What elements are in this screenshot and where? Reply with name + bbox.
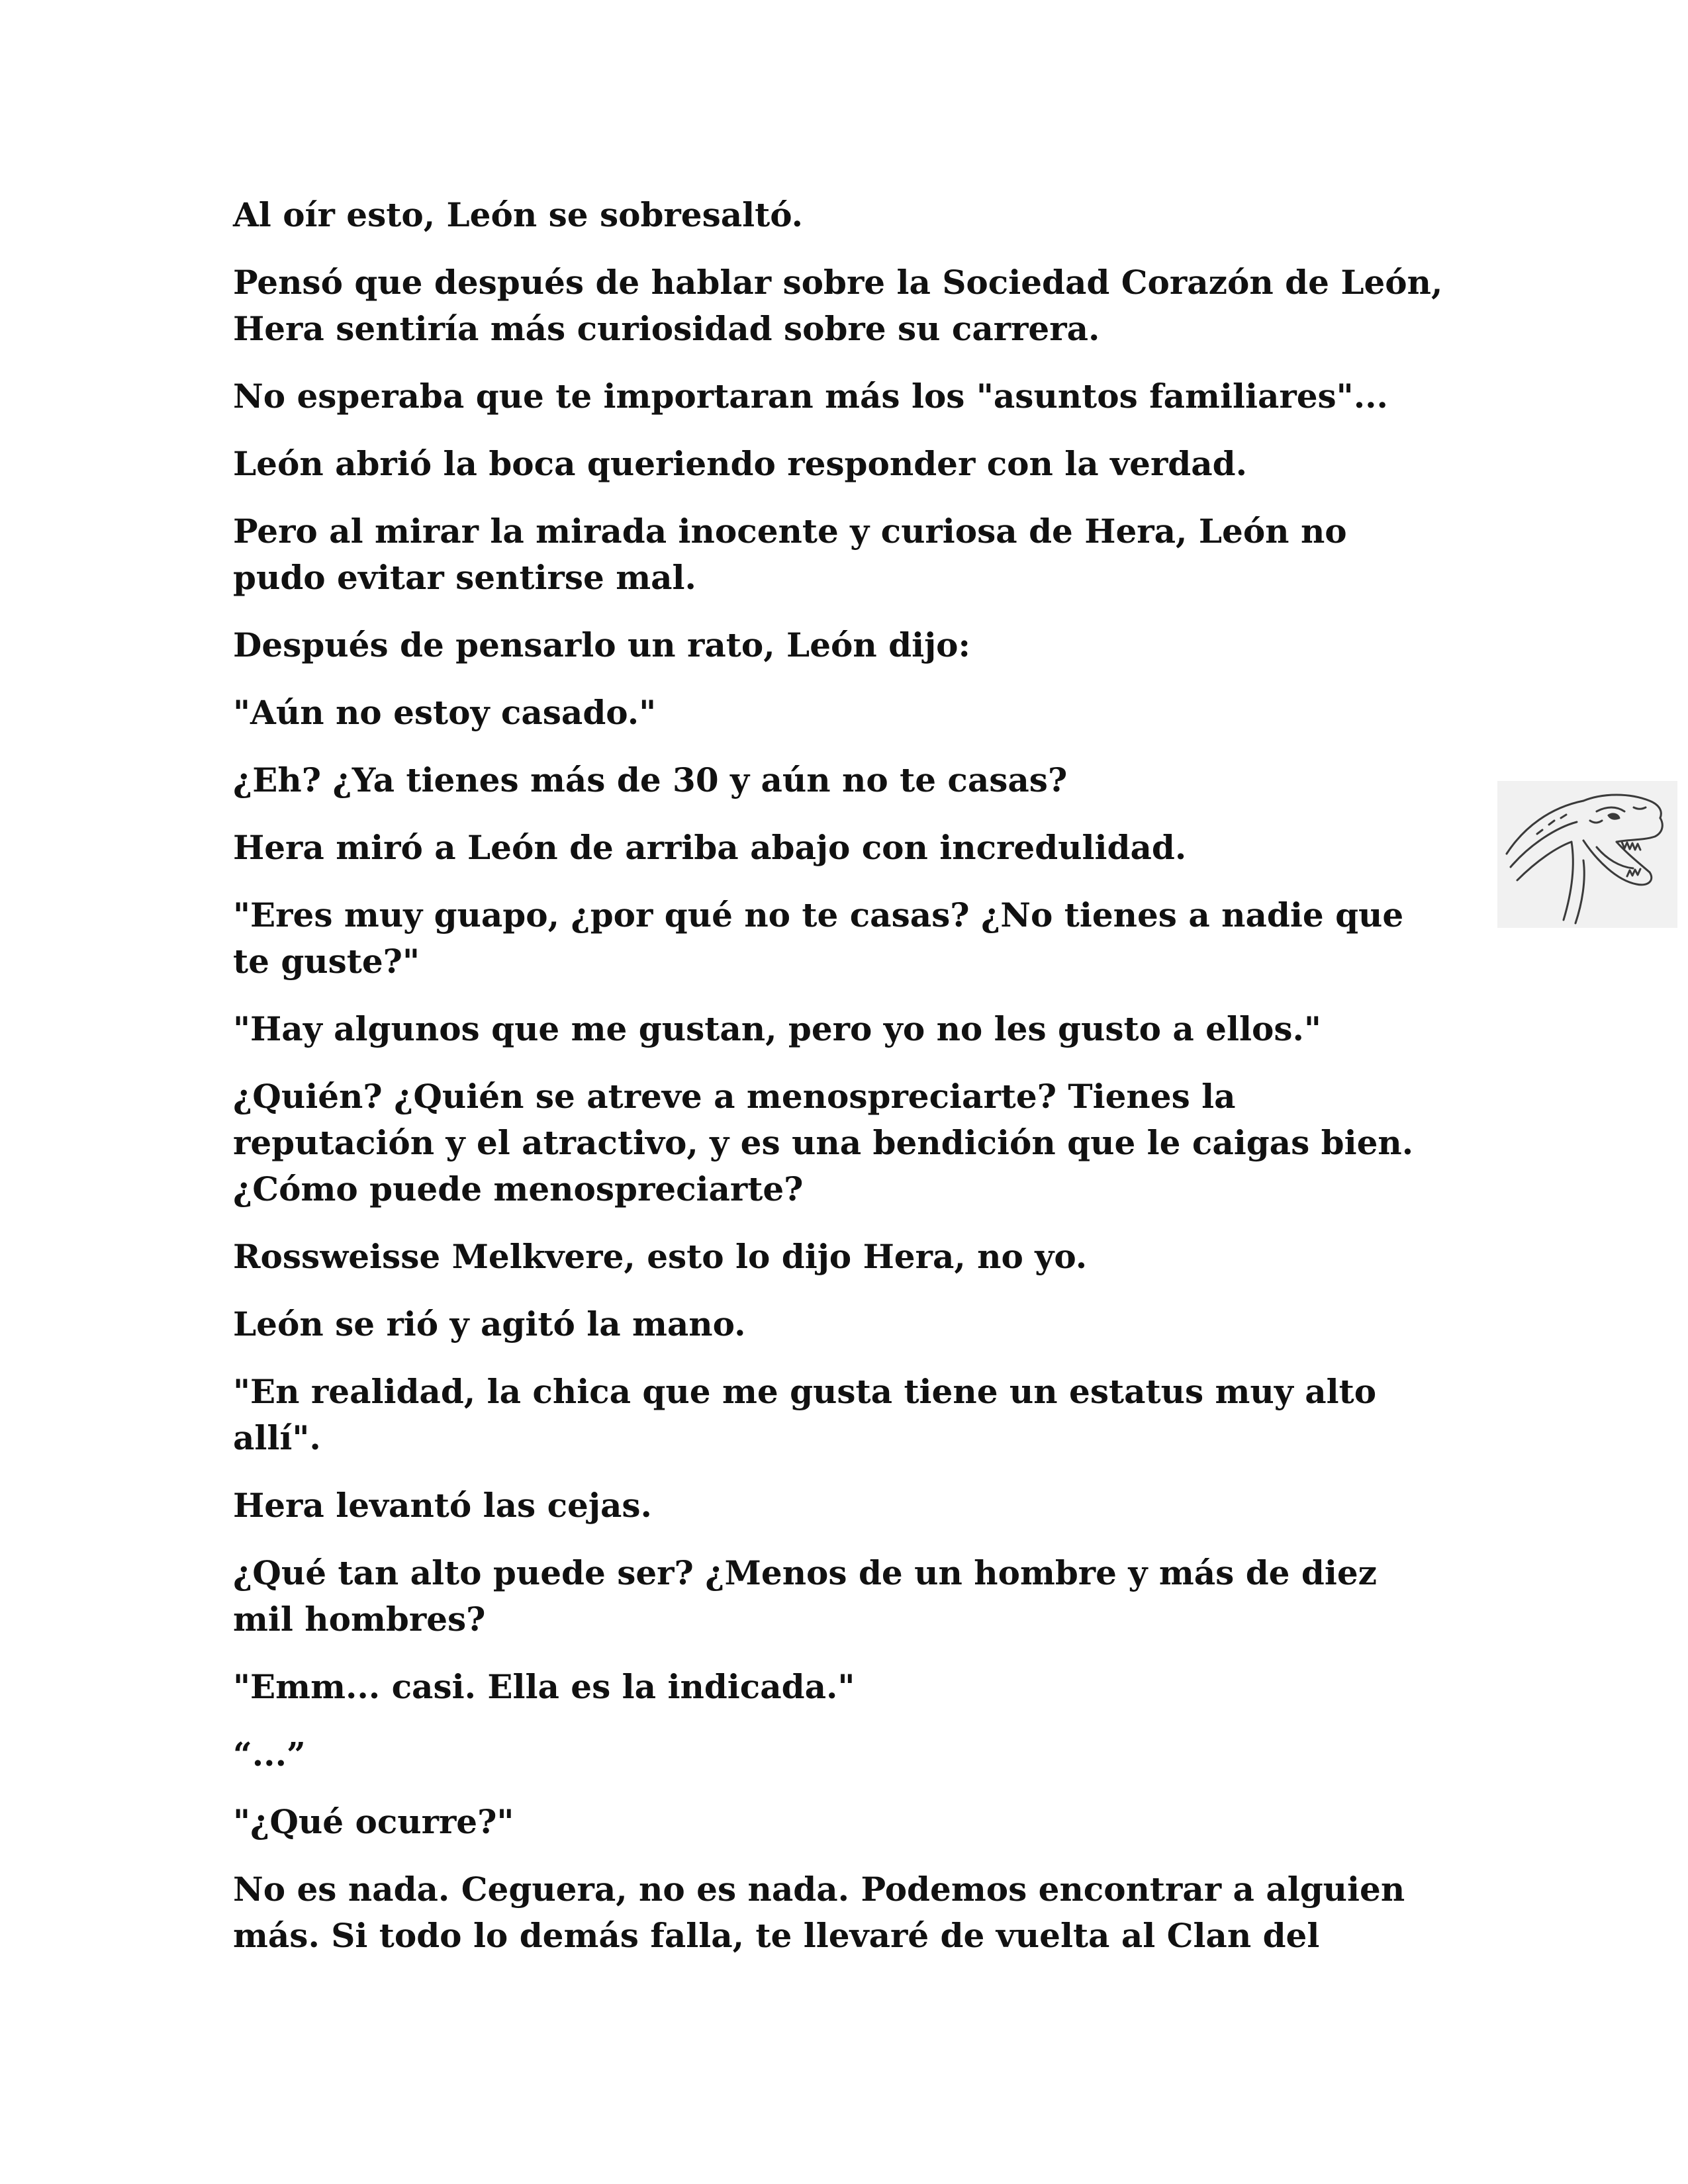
paragraph: Al oír esto, León se sobresaltó. [233,195,804,234]
paragraph: Rossweisse Melkvere, esto lo dijo Hera, no yo. [233,1237,1088,1276]
paragraph: "Hay algunos que me gustan, pero yo no les gusto a ellos." [233,1009,1321,1048]
paragraph: ¿Quién? ¿Quién se atreve a menospreciarte? Tienes la reputación y el atractivo, y es una bendición que le caigas bien. ¿Cómo puede menospreciarte? [233,1077,1414,1208]
paragraph: No esperaba que te importaran más los "asuntos familiares"... [233,377,1388,416]
paragraph: “...” [233,1735,306,1774]
dinosaur-head-sketch-icon [1497,781,1677,928]
paragraph: ¿Eh? ¿Ya tienes más de 30 y aún no te casas? [233,760,1068,799]
paragraph: Pero al mirar la mirada inocente y curiosa de Hera, León no pudo evitar sentirse mal. [233,512,1347,597]
paragraph: ¿Qué tan alto puede ser? ¿Menos de un hombre y más de diez mil hombres? [233,1553,1378,1639]
paragraph: Hera miró a León de arriba abajo con incredulidad. [233,828,1187,867]
paragraph: "¿Qué ocurre?" [233,1802,514,1841]
paragraph: Pensó que después de hablar sobre la Sociedad Corazón de León, Hera sentiría más curiosidad sobre su carrera. [233,263,1443,348]
paragraph: "En realidad, la chica que me gusta tiene un estatus muy alto allí". [233,1372,1377,1457]
paragraph: León abrió la boca queriendo responder con la verdad. [233,444,1248,483]
paragraph: Hera levantó las cejas. [233,1486,652,1525]
paragraph: "Eres muy guapo, ¿por qué no te casas? ¿No tienes a nadie que te guste?" [233,895,1404,981]
paragraph: Después de pensarlo un rato, León dijo: [233,625,970,664]
paragraph: "Aún no estoy casado." [233,693,657,732]
paragraph: No es nada. Ceguera, no es nada. Podemos encontrar a alguien más. Si todo lo demás falla, te llevaré de vuelta al Clan del [233,1870,1405,1955]
document-body [233,192,1444,1980]
paragraph: León se rió y agitó la mano. [233,1304,746,1343]
paragraph: "Emm... casi. Ella es la indicada." [233,1667,855,1706]
